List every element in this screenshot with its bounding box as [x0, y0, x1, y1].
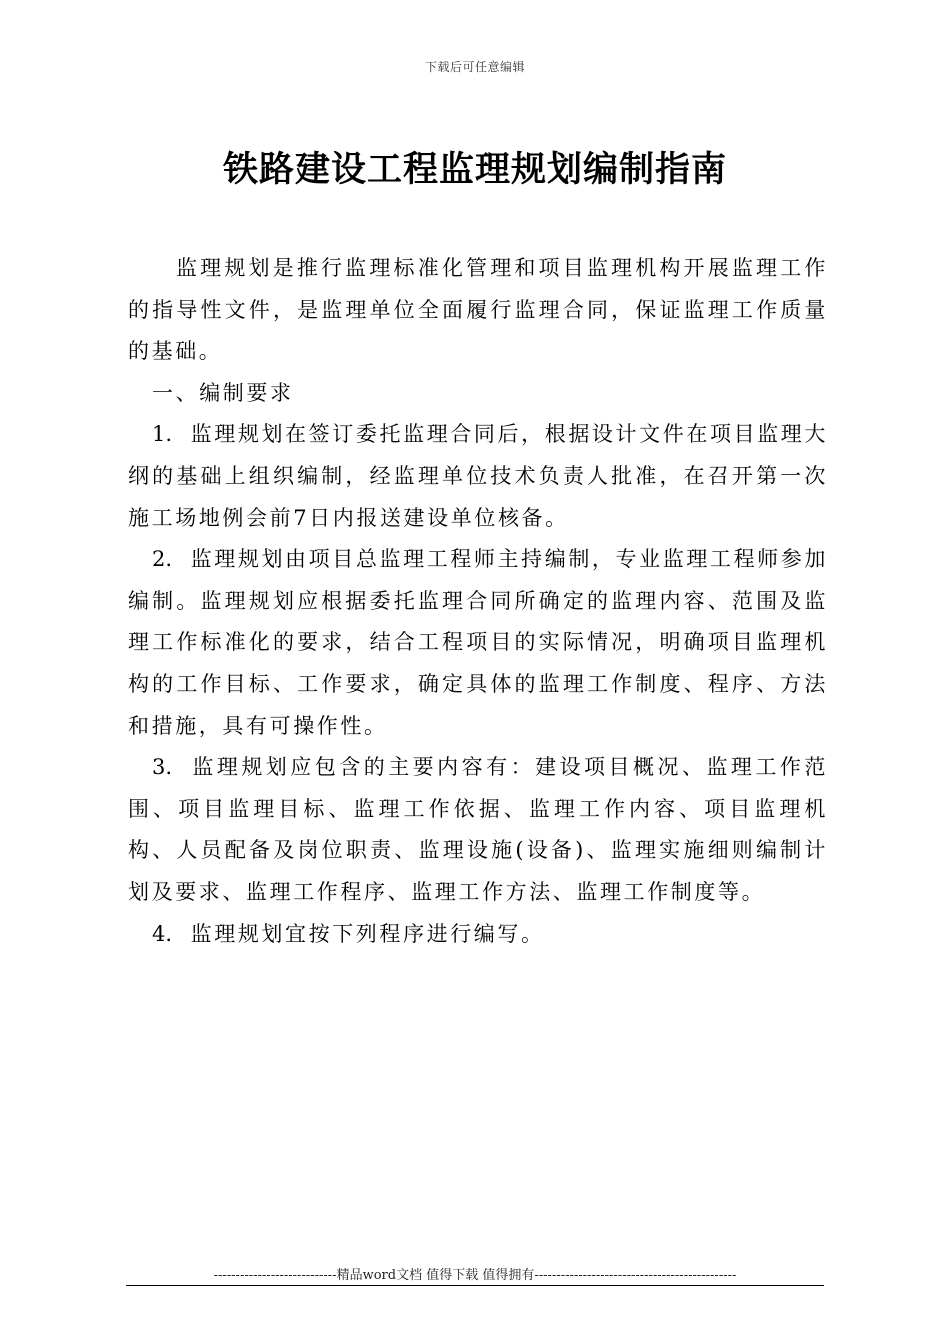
item-text: 监理规划在签订委托监理合同后，根据设计文件在项目监理大纲的基础上组织编制，经监理单位技术负责人批准，在召开第一次施工场地例会前7日内报送建设单位核备。	[128, 422, 828, 530]
list-item-4	[128, 914, 828, 956]
footer-rule	[126, 1285, 824, 1286]
item-number: 3.	[152, 755, 173, 780]
document-body	[128, 248, 828, 955]
intro-paragraph: 监理规划是推行监理标准化管理和项目监理机构开展监理工作的指导性文件，是监理单位全面履行监理合同，保证监理工作质量的基础。	[128, 256, 828, 364]
item-number: 1.	[152, 422, 173, 447]
item-number: 4.	[152, 921, 173, 946]
list-item-3	[128, 747, 828, 913]
footer-note: ----------------------------精品word文档 值得下载 值得拥有----------------------------------------------	[213, 1268, 737, 1283]
list-item-1	[128, 414, 828, 539]
list-item-2	[128, 539, 828, 747]
item-text: 监理规划由项目总监理工程师主持编制，专业监理工程师参加编制。监理规划应根据委托监理合同所确定的监理内容、范围及监理工作标准化的要求，结合工程项目的实际情况，明确项目监理机构的工作目标、工作要求，确定具体的监理工作制度、程序、方法和措施，具有可操作性。	[128, 547, 828, 738]
item-number: 2.	[152, 547, 173, 572]
item-text: 监理规划应包含的主要内容有：建设项目概况、监理工作范围、项目监理目标、监理工作依据、监理工作内容、项目监理机构、人员配备及岗位职责、监理设施(设备)、监理实施细则编制计划及要求、监理工作程序、监理工作方法、监理工作制度等。	[128, 755, 828, 904]
section-heading: 一、编制要求	[152, 380, 294, 405]
document-title: 铁路建设工程监理规划编制指南	[222, 149, 727, 190]
header-note: 下载后可任意编辑	[424, 60, 525, 74]
item-text: 监理规划宜按下列程序进行编写。	[190, 921, 545, 946]
